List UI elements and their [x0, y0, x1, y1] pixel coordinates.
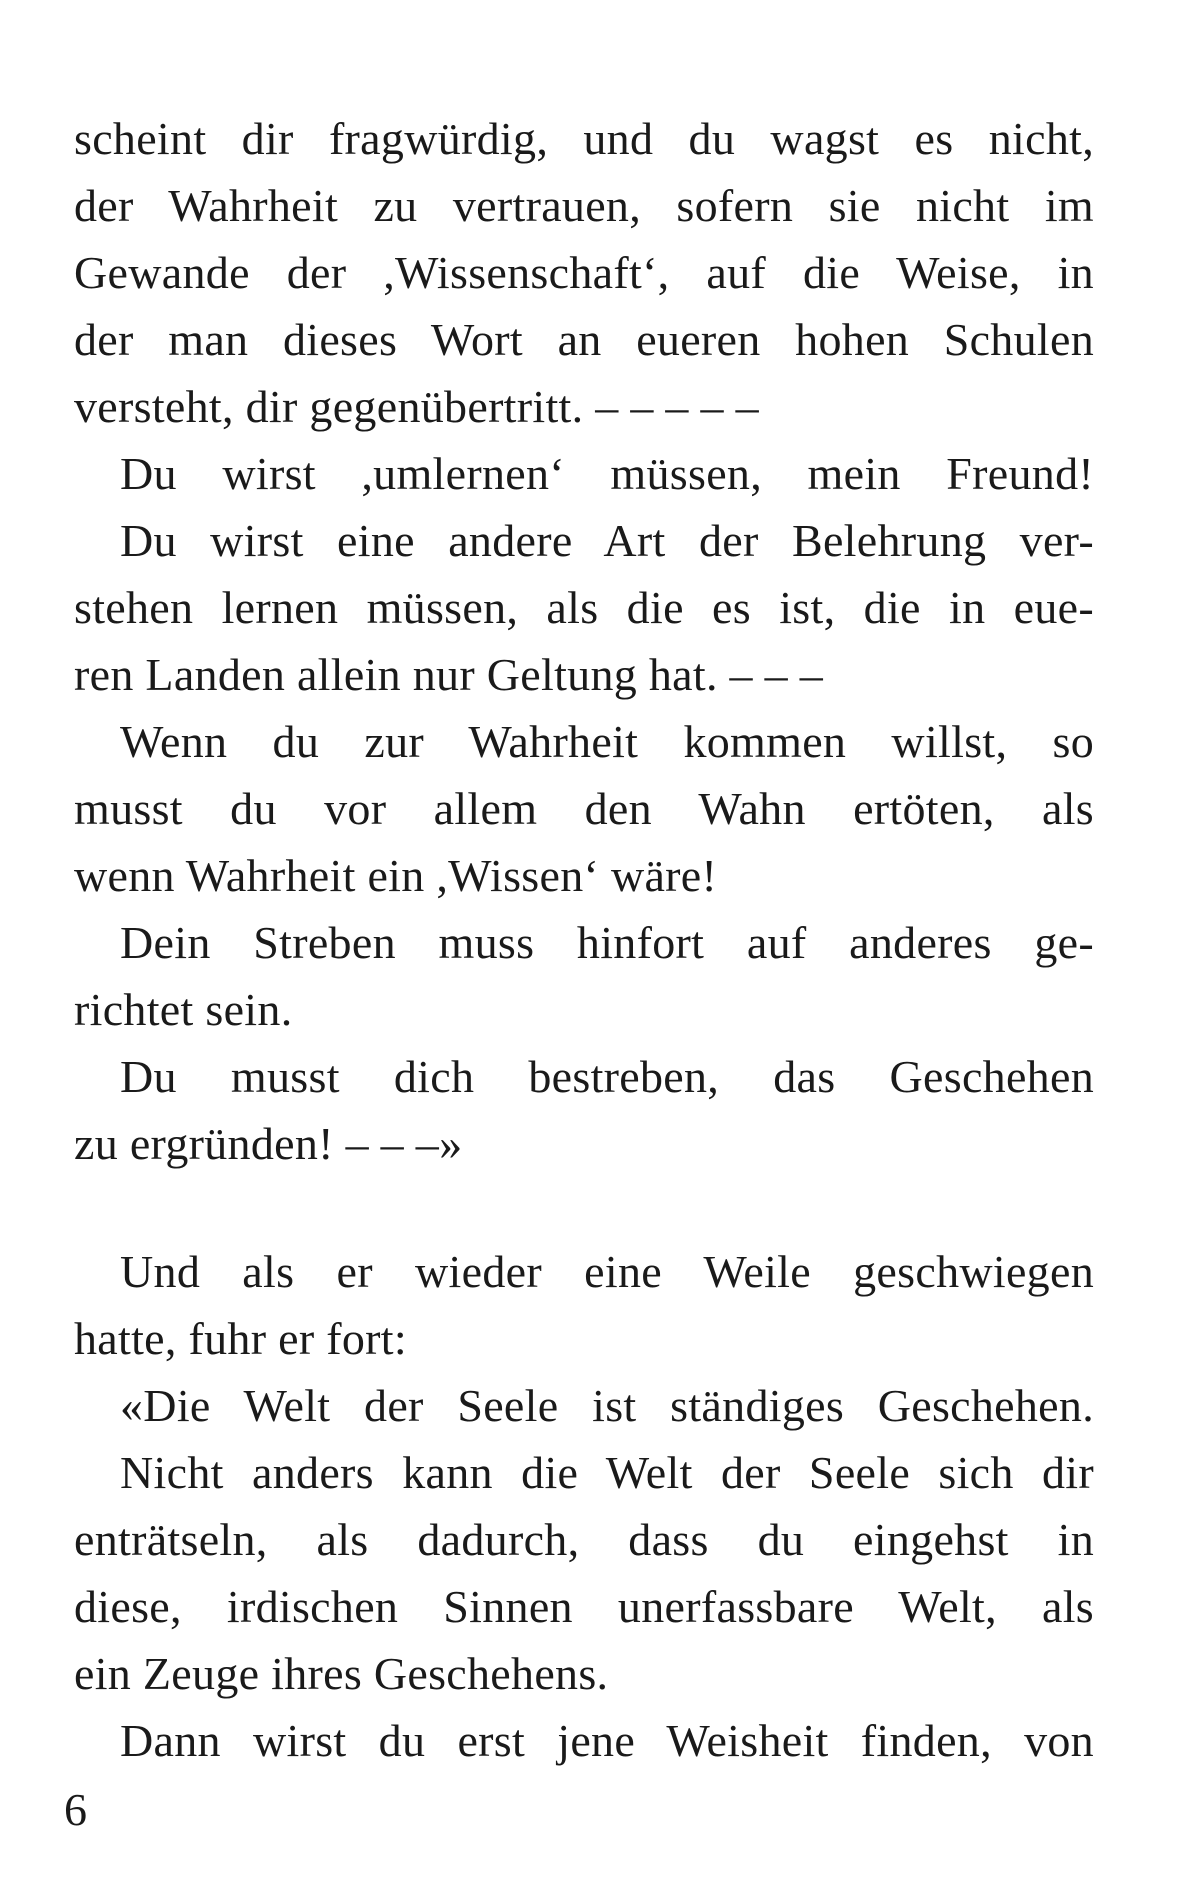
text-line: Dein Streben muss hinfort auf anderes ge-: [120, 917, 1094, 968]
text-line: Gewande der ,Wissenschaft‘, auf die Weise, in: [74, 247, 1094, 298]
text-line: ein Zeuge ihres Geschehens.: [74, 1648, 609, 1699]
text-line: versteht, dir gegenübertritt. – – – – –: [74, 381, 759, 432]
text-section-top: [74, 105, 1094, 1177]
text-line: Du musst dich bestreben, das Geschehen: [120, 1051, 1094, 1102]
text-line: hatte, fuhr er fort:: [74, 1313, 407, 1364]
text-line: ren Landen allein nur Geltung hat. – – –: [74, 649, 824, 700]
text-line: stehen lernen müssen, als die es ist, die in eue-: [74, 582, 1094, 633]
text-line: musst du vor allem den Wahn ertöten, als: [74, 783, 1094, 834]
text-section-bottom: [74, 1238, 1094, 1774]
text-line: enträtseln, als dadurch, dass du eingehst in: [74, 1514, 1094, 1565]
text-line: zu ergründen! – – –»: [74, 1118, 463, 1169]
text-line: Nicht anders kann die Welt der Seele sich dir: [120, 1447, 1094, 1498]
text-line: Und als er wieder eine Weile geschwiegen: [120, 1246, 1094, 1297]
text-line: der Wahrheit zu vertrauen, sofern sie nicht im: [74, 180, 1094, 231]
text-line: wenn Wahrheit ein ,Wissen‘ wäre!: [74, 850, 718, 901]
page-number: 6: [64, 1784, 87, 1835]
text-line: Wenn du zur Wahrheit kommen willst, so: [120, 716, 1094, 767]
text-line: Du wirst ,umlernen‘ müssen, mein Freund!: [120, 448, 1094, 499]
text-line: scheint dir fragwürdig, und du wagst es nicht,: [74, 113, 1094, 164]
text-line: der man dieses Wort an eueren hohen Schulen: [74, 314, 1094, 365]
text-line: Dann wirst du erst jene Weisheit finden, von: [120, 1715, 1094, 1766]
text-line: richtet sein.: [74, 984, 293, 1035]
text-line: diese, irdischen Sinnen unerfassbare Welt, als: [74, 1581, 1094, 1632]
text-line: Du wirst eine andere Art der Belehrung ver-: [120, 515, 1094, 566]
text-line: «Die Welt der Seele ist ständiges Geschehen.: [120, 1380, 1094, 1431]
